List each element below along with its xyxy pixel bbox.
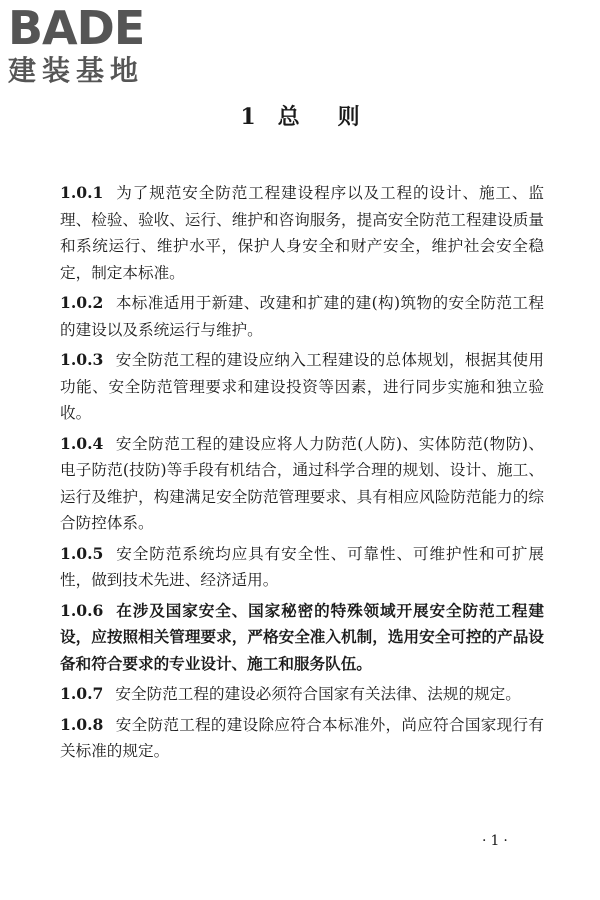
clause-1-0-2	[60, 290, 544, 343]
clause-number: 1.0.4	[60, 433, 104, 453]
chapter-number: 1	[240, 104, 256, 130]
chapter-title	[0, 100, 600, 131]
clause-text: 安全防范工程的建设应纳入工程建设的总体规划，根据其使用功能、安全防范管理要求和建设投资等因素，进行同步实施和独立验收。	[60, 351, 544, 422]
clause-text: 本标准适用于新建、改建和扩建的建(构)筑物的安全防范工程的建设以及系统运行与维护。	[60, 294, 544, 339]
clause-1-0-7	[60, 681, 544, 708]
clause-number: 1.0.5	[60, 543, 104, 563]
chapter-title-word-2: 则	[337, 104, 360, 130]
clause-text: 安全防范系统均应具有安全性、可靠性、可维护性和可扩展性，做到技术先进、经济适用。	[60, 544, 544, 589]
clause-1-0-8	[60, 712, 544, 765]
chapter-title-word-1: 总	[277, 104, 300, 130]
logo-wordmark	[8, 2, 178, 54]
logo-subtitle: 建装基地	[8, 54, 145, 87]
clause-list	[60, 180, 544, 769]
clause-text: 安全防范工程的建设必须符合国家有关法律、法规的规定。	[115, 685, 521, 703]
clause-1-0-6-mandatory	[60, 598, 544, 678]
clause-number: 1.0.6	[60, 600, 104, 620]
clause-1-0-1	[60, 180, 544, 286]
bade-logo	[8, 2, 178, 88]
clause-text: 在涉及国家安全、国家秘密的特殊领域开展安全防范工程建设，应按照相关管理要求，严格安全准入机制，选用安全可控的产品设备和符合要求的专业设计、施工和服务队伍。	[60, 600, 544, 673]
clause-1-0-3	[60, 347, 544, 427]
clause-number: 1.0.3	[60, 350, 104, 369]
clause-1-0-4	[60, 431, 544, 537]
clause-number: 1.0.2	[60, 293, 104, 312]
clause-number: 1.0.8	[60, 714, 104, 734]
clause-text: 安全防范工程的建设应将人力防范(人防)、实体防范(物防)、电子防范(技防)等手段有机结合，通过科学合理的规划、设计、施工、运行及维护，构建满足安全防范管理要求、具有相应风险防范能力的综合防控体系。	[60, 434, 544, 532]
clause-number: 1.0.1	[60, 183, 104, 202]
logo-brand-text: BADE	[8, 1, 145, 55]
clause-text: 安全防范工程的建设除应符合本标准外，尚应符合国家现行有关标准的规定。	[60, 715, 544, 760]
clause-text: 为了规范安全防范工程建设程序以及工程的设计、施工、监理、检验、验收、运行、维护和咨询服务，提高安全防范工程建设质量和系统运行、维护水平，保护人身安全和财产安全，维护社会安全稳定，制定本标准。	[60, 184, 544, 282]
clause-1-0-5	[60, 541, 544, 594]
page-number: ·1·	[482, 833, 512, 849]
clause-number: 1.0.7	[60, 684, 104, 703]
